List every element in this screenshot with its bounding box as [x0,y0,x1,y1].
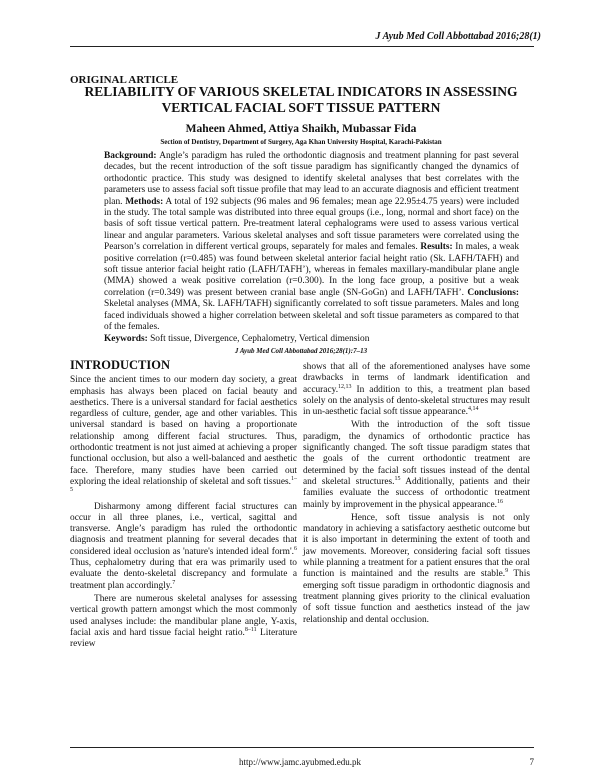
keywords [104,334,519,345]
article-title [60,84,542,115]
ref: 15 [394,475,401,482]
authors: Maheen Ahmed, Attiya Shaikh, Mubassar Fida [185,123,417,135]
abstract [104,151,519,345]
ref: 9 [505,568,509,575]
abstract-body [104,151,519,334]
intro-paragraph-6 [303,513,530,626]
intro-p3-text: There are numerous skeletal analyses for assessing vertical growth pattern amongst which the most commonly used analyses include: the mandibular plane angle, Y-axis, facial axis and hard tissue facial height ratio. [70,593,297,638]
intro-r2b-text: Additionally, patients and their families evaluate the success of orthodontic treatment mainly by improvement in the physical appearance. [303,476,530,510]
ref: 16 [496,498,503,505]
background-text: Angle’s paradigm has ruled the orthodontic diagnosis and treatment planning for past several decades, but the recent introduction of the soft tissue paradigm has significantly changed the dynamics of orthodontic practice. This study was designed to identify skeletal analyses that best correlates with the parameters use to assess facial soft tissue profile that may lead to an accurate diagnosis and efficient treatment plan. [104,151,519,207]
intro-p2-text: Disharmony among different facial structures can occur in all three planes, i.e., vertical, sagittal and transverse. Angle’s paradigm has ruled the orthodontic diagnosis and treatment planning for several decades that considered ideal occlusion as 'nature's intended ideal form'. [70,501,297,557]
journal-header: J Ayub Med Coll Abbottabad 2016;28(1) [375,31,541,42]
intro-r3b-text: This emerging soft tissue paradigm in orthodontic diagnosis and treatment planning gives priority to the clinical evaluation of soft tissue function and aesthetics instead of the jaw relationship and dental occlusion. [303,569,530,625]
intro-paragraph-5 [303,420,530,510]
keywords-label: Keywords: [104,333,148,344]
methods-label: Methods: [125,196,164,207]
results-text: In males, a weak positive correlation (r=0.485) was found between skeletal anterior facial height ratio (Sk. LAFH/TAFH) and soft tissue anterior facial height ratio (LAFH/TAFH’), whereas in females maxillary-mandibular plane angle (MMA) showed a weak positive correlation (r=0.300). In the long face group, a positive but a weak correlation (r=0.349) was present between cranial base angle (SN-GoGn) and LAFH/TAFH’. [104,242,520,298]
right-column [303,362,530,628]
ref: 12,13 [338,383,352,390]
conclusions-label: Conclusions: [467,287,519,298]
background-label: Background: [104,151,157,161]
ref: 4,14 [468,406,479,413]
intro-r1-text: shows that all of the aforementioned analyses have some drawbacks in terms of landmark identification and accuracy. [303,362,530,395]
article-type: ORIGINAL ARTICLE [70,74,179,86]
intro-p1-text: Since the ancient times to our modern day society, a great emphasis has always been placed on facial beauty and aesthetics. There is a universal standard for facial aesthetics regardless of culture, gender, age and other variables. This universal standard is based on having a proportionate relationship among different facial structures. Thus, orthodontic treatment is not just aimed at achieving a proper functional occlusion, but also a well-balanced and aesthetic face. Therefore, many studies have been carried out exploring the ideal relationship of skeletal and soft tissues. [70,375,297,487]
intro-paragraph-4 [303,362,530,418]
intro-heading: INTRODUCTION [70,358,171,372]
conclusions-text: Skeletal analyses (MMA, Sk. LAFH/TAFH) significantly correlated to soft tissue parameters. Males and long faced individuals showed a higher correlation between skeletal and soft tissue parameters as compared to that of the females. [104,299,519,333]
ref: 8–11 [244,626,257,633]
footer-url[interactable]: http://www.jamc.ayubmed.edu.pk [239,757,361,767]
intro-paragraph-2 [70,502,297,592]
intro-r1b-text: In addition to this, a treatment plan based solely on the analysis of dento-skeletal structures may result in un-aesthetic facial soft tissue appearance. [303,384,530,418]
ref: 7 [172,579,176,586]
ref: 1–5 [70,475,297,494]
title-line-2: VERTICAL FACIAL SOFT TISSUE PATTERN [161,99,441,115]
ref: 6 [294,545,297,552]
intro-p3b-text: Literature review [70,627,297,650]
title-line-1: RELIABILITY OF VARIOUS SKELETAL INDICATORS IN ASSESSING [84,84,518,99]
intro-paragraph-3 [70,594,297,650]
keywords-text: Soft tissue, Divergence, Cephalometry, Vertical dimension [147,333,370,344]
intro-paragraph-1 [70,375,297,499]
methods-text: A total of 192 subjects (96 males and 96 females; mean age 22.95±4.75 years) were included in the study. The total sample was distributed into three equal groups (i.e., long, normal and short face) on the basis of soft tissue vertical pattern. Pre-treatment lateral cephalograms were used to assess various vertical linear and angular parameters. Various skeletal analyses and soft tissue parameters were correlated using the Pearson’s correlation in different vertical groups, separately for males and females. [104,196,520,253]
intro-r2-text: With the introduction of the soft tissue paradigm, the dynamics of orthodontic practice has significantly changed. The soft tissue paradigm states that the goals of the current orthodontic treatment are determined by the facial soft tissues instead of the dental and skeletal structures. [303,420,530,487]
left-column [70,360,297,652]
footer-rule [70,747,534,748]
intro-r3-text: Hence, soft tissue analysis is not only mandatory in achieving a satisfactory aesthetic outcome but it is also important in determining the extent of tooth and jaw movements. Moreover, considering facial soft tissues while planning a treatment for a patient ensures that the oral function is maintained and the results are stable. [303,512,530,580]
page-number: 7 [529,757,534,767]
intro-p2b-text: Thus, cephalometry during that era was primarily used to evaluate the dento-skeletal discrepancy and formulate a treatment plan accordingly. [70,558,297,591]
affiliation: Section of Dentistry, Department of Surgery, Aga Khan University Hospital, Karachi-Pakistan [160,138,442,146]
results-label: Results: [420,242,453,253]
citation: J Ayub Med Coll Abbottabad 2016;28(1):7–13 [234,347,368,355]
header-rule [70,46,534,47]
